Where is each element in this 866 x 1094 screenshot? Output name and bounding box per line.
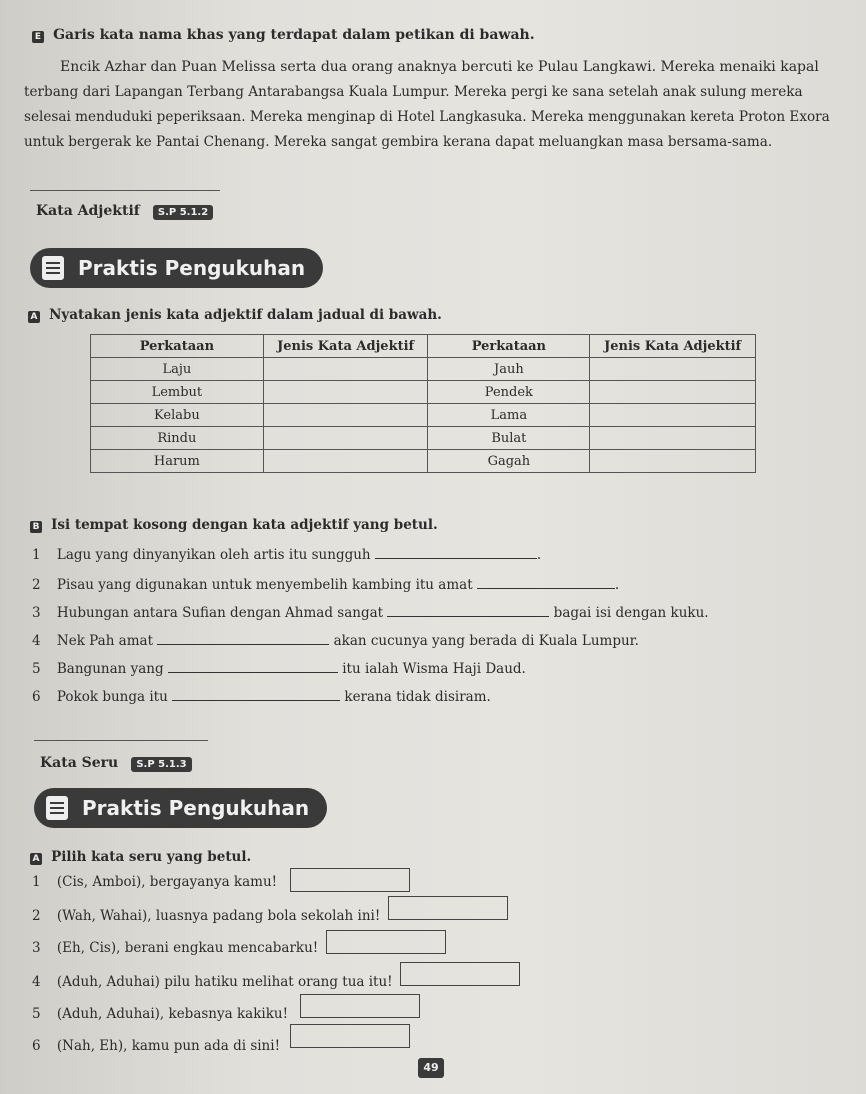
table-header-row: [91, 335, 756, 358]
choice-item: [32, 874, 277, 890]
answer-cell[interactable]: [263, 381, 428, 404]
section-e-heading: [32, 24, 535, 43]
answer-box[interactable]: [388, 896, 508, 920]
item-text: (Aduh, Aduhai), kebasnya kakiku!: [56, 1006, 288, 1022]
answer-blank[interactable]: [375, 544, 537, 559]
item-number: 3: [32, 605, 41, 621]
choice-item: [32, 974, 393, 990]
praktis-pengukuhan-banner: [30, 248, 323, 288]
fill-item: [32, 574, 619, 593]
kata-seru-title: Kata Seru: [40, 755, 119, 771]
passage-line-2: terbang dari Lapangan Terbang Antarabangsa Kuala Lumpur. Mereka pergi ke sana setelah anak sulung mereka: [24, 84, 803, 100]
choice-item: [32, 1038, 280, 1054]
word-cell: Bulat: [428, 427, 590, 450]
answer-blank[interactable]: [168, 658, 338, 673]
passage-line-4: untuk bergerak ke Pantai Chenang. Mereka sangat gembira kerana dapat meluangkan masa bersama-sama.: [24, 134, 773, 150]
word-cell: Jauh: [428, 358, 590, 381]
answer-blank[interactable]: [157, 630, 329, 645]
item-text: .: [536, 547, 542, 563]
page-number: 49: [418, 1058, 444, 1078]
table-header: Jenis Kata Adjektif: [263, 335, 428, 358]
item-number: 2: [32, 577, 41, 593]
answer-cell[interactable]: [590, 381, 756, 404]
word-cell: Lembut: [91, 381, 264, 404]
answer-cell[interactable]: [263, 450, 428, 473]
answer-cell[interactable]: [263, 427, 428, 450]
part-b-badge: B: [30, 521, 42, 533]
table-row: [91, 381, 756, 404]
answer-cell[interactable]: [590, 404, 756, 427]
part-a2-instruction: Pilih kata seru yang betul.: [51, 849, 252, 865]
fill-item: [32, 602, 709, 621]
choice-item: [32, 1006, 288, 1022]
divider: [34, 740, 208, 741]
item-text: Nek Pah amat: [56, 633, 153, 649]
item-number: 1: [32, 547, 41, 563]
answer-box[interactable]: [290, 1024, 410, 1048]
answer-cell[interactable]: [590, 427, 756, 450]
table-row: [91, 450, 756, 473]
adjective-table: [90, 334, 756, 473]
word-cell: Gagah: [428, 450, 590, 473]
word-cell: Rindu: [91, 427, 264, 450]
kata-adjektif-heading: [36, 200, 213, 220]
item-text: itu ialah Wisma Haji Daud.: [342, 661, 526, 677]
item-text: bagai isi dengan kuku.: [553, 605, 709, 621]
praktis-pengukuhan-label: Praktis Pengukuhan: [78, 256, 306, 280]
notebook-icon: [46, 796, 68, 820]
item-number: 2: [32, 908, 41, 924]
part-b-instruction: Isi tempat kosong dengan kata adjektif yang betul.: [51, 517, 438, 533]
item-number: 5: [32, 661, 41, 677]
item-text: (Eh, Cis), berani engkau mencabarku!: [56, 940, 319, 956]
table-header: Perkataan: [91, 335, 264, 358]
item-text: .: [614, 577, 620, 593]
part-a1-heading: [28, 304, 442, 323]
part-a2-badge: A: [30, 853, 42, 865]
word-cell: Pendek: [428, 381, 590, 404]
praktis-pengukuhan-label: Praktis Pengukuhan: [82, 796, 310, 820]
item-text: (Wah, Wahai), luasnya padang bola sekolah ini!: [56, 908, 381, 924]
item-number: 5: [32, 1006, 41, 1022]
notebook-icon: [42, 256, 64, 280]
kata-seru-heading: [40, 752, 192, 772]
answer-cell[interactable]: [263, 404, 428, 427]
word-cell: Laju: [91, 358, 264, 381]
word-cell: Harum: [91, 450, 264, 473]
fill-item: [32, 658, 526, 677]
answer-box[interactable]: [326, 930, 446, 954]
answer-cell[interactable]: [590, 450, 756, 473]
praktis-pengukuhan-banner: [34, 788, 327, 828]
answer-box[interactable]: [400, 962, 520, 986]
item-number: 3: [32, 940, 41, 956]
item-text: kerana tidak disiram.: [344, 689, 491, 705]
fill-item: [32, 630, 639, 649]
passage-line-3: selesai menduduki peperiksaan. Mereka menginap di Hotel Langkasuka. Mereka menggunakan kereta Proton Exora: [24, 109, 830, 125]
item-text: (Cis, Amboi), bergayanya kamu!: [56, 874, 278, 890]
fill-item: [32, 686, 491, 705]
section-e-badge: E: [32, 31, 44, 43]
choice-item: [32, 940, 318, 956]
item-text: (Aduh, Aduhai) pilu hatiku melihat orang tua itu!: [56, 974, 393, 990]
item-number: 4: [32, 974, 41, 990]
table-row: [91, 358, 756, 381]
item-text: Pokok bunga itu: [56, 689, 168, 705]
part-b-heading: [30, 514, 438, 533]
item-number: 6: [32, 689, 41, 705]
table-header: Perkataan: [428, 335, 590, 358]
table-row: [91, 404, 756, 427]
passage-line-1: Encik Azhar dan Puan Melissa serta dua orang anaknya bercuti ke Pulau Langkawi. Mereka menaiki kapal: [60, 59, 819, 75]
fill-item: [32, 544, 541, 563]
answer-cell[interactable]: [590, 358, 756, 381]
kata-adjektif-title: Kata Adjektif: [36, 203, 140, 219]
item-number: 4: [32, 633, 41, 649]
item-text: Lagu yang dinyanyikan oleh artis itu sungguh: [56, 547, 371, 563]
item-text: akan cucunya yang berada di Kuala Lumpur.: [333, 633, 639, 649]
item-number: 1: [32, 874, 41, 890]
table-header: Jenis Kata Adjektif: [590, 335, 756, 358]
word-cell: Kelabu: [91, 404, 264, 427]
item-number: 6: [32, 1038, 41, 1054]
part-a2-heading: [30, 846, 251, 865]
item-text: Pisau yang digunakan untuk menyembelih kambing itu amat: [56, 577, 473, 593]
item-text: Bangunan yang: [56, 661, 164, 677]
answer-blank[interactable]: [387, 602, 549, 617]
section-e-title: Garis kata nama khas yang terdapat dalam petikan di bawah.: [53, 27, 535, 43]
answer-blank[interactable]: [172, 686, 340, 701]
part-a1-badge: A: [28, 311, 40, 323]
answer-box[interactable]: [290, 868, 410, 892]
answer-cell[interactable]: [263, 358, 428, 381]
choice-item: [32, 908, 380, 924]
answer-box[interactable]: [300, 994, 420, 1018]
answer-blank[interactable]: [477, 574, 615, 589]
table-row: [91, 427, 756, 450]
word-cell: Lama: [428, 404, 590, 427]
sp-code-badge: S.P 5.1.3: [131, 757, 191, 772]
sp-code-badge: S.P 5.1.2: [153, 205, 213, 220]
divider: [30, 190, 220, 191]
item-text: Hubungan antara Sufian dengan Ahmad sangat: [56, 605, 384, 621]
item-text: (Nah, Eh), kamu pun ada di sini!: [56, 1038, 280, 1054]
part-a1-instruction: Nyatakan jenis kata adjektif dalam jadual di bawah.: [49, 307, 442, 323]
